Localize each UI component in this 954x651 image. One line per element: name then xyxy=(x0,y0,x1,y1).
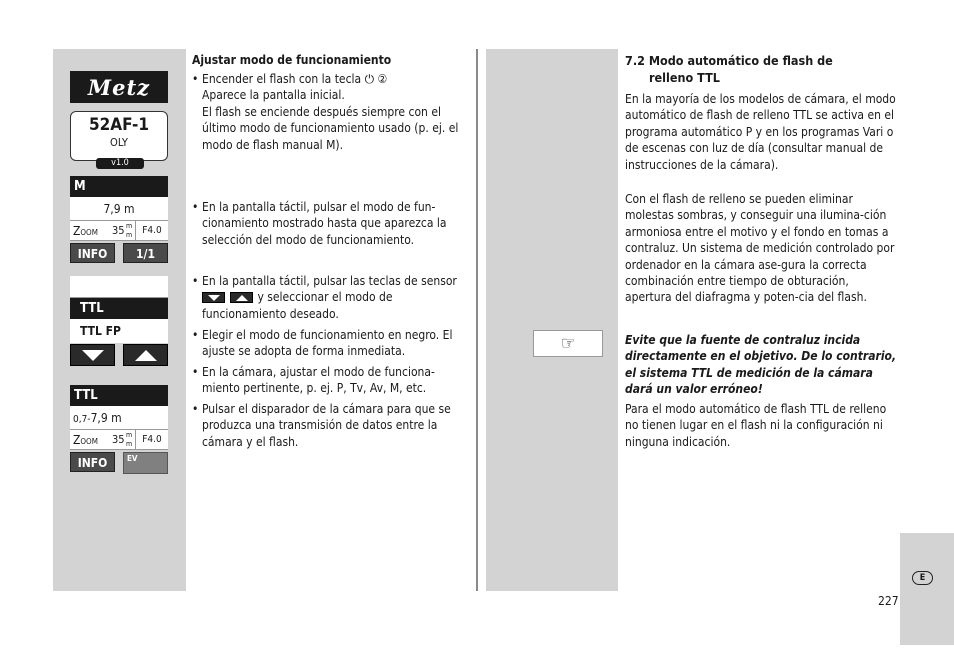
zoom-label: Zoom xyxy=(73,433,98,447)
zoom-row xyxy=(70,221,168,241)
step-2: • En la pantalla táctil, pulsar el modo de fun-cionamiento mostrado hasta que aparezca la selección del modo de funcionamiento. xyxy=(192,199,468,248)
down-arrow-button[interactable] xyxy=(70,344,115,366)
up-arrow-icon xyxy=(135,350,157,361)
language-badge: E xyxy=(912,571,933,585)
up-arrow-button[interactable] xyxy=(123,344,168,366)
paragraph-2: Con el flash de relleno se pueden eliminar molestas sombras, y conseguir una ilumina-ción armoniosa entre el motivo y el fondo en tomas a contraluz. Un sistema de medición controlado por ordenador en la cámara ase-gura la correcta combinación entre tiempo de obturación, apertura del diafragma y poten-cia del flash. xyxy=(625,192,895,305)
range-row xyxy=(70,406,168,430)
step-1-result: Aparece la pantalla inicial. xyxy=(202,88,345,103)
version-badge: v1.0 xyxy=(96,158,144,169)
f-value: F4.0 xyxy=(135,430,168,450)
selection-top-row xyxy=(70,276,168,298)
up-sensor-icon xyxy=(230,292,253,303)
middle-icon-column xyxy=(486,49,618,591)
mode-bar-ttl[interactable]: TTL xyxy=(70,385,168,406)
power-key-icon: ⏻ xyxy=(364,72,375,86)
pointing-hand-icon: ☞ xyxy=(533,330,603,357)
start-screen xyxy=(70,111,168,161)
zoom-label: Zoom xyxy=(73,224,98,238)
ratio-button[interactable]: 1/1 xyxy=(123,243,168,263)
step-1-note: El flash se enciende después siempre con el último modo de funcionamiento usado (p. ej. el modo de flash manual M). xyxy=(202,104,459,152)
zoom-value: 35 xyxy=(112,433,125,446)
step-4: • Elegir el modo de funcionamiento en negro. El ajuste se adopta de forma inmediata. xyxy=(192,327,468,360)
distance-row xyxy=(70,197,168,221)
zoom-value: 35 xyxy=(112,224,125,237)
section-heading: 7.2 Modo automático de flash de relleno TTL xyxy=(625,53,833,85)
zoom-unit-bottom: m xyxy=(126,231,133,239)
mode-option-ttl-fp[interactable]: TTL FP xyxy=(70,319,168,343)
instructions-heading: Ajustar modo de funcionamiento xyxy=(192,53,392,67)
key-number: ② xyxy=(377,72,388,86)
step-5: • En la cámara, ajustar el modo de funciona-miento pertinente, p. ej. P, Tv, Av, M, etc. xyxy=(192,364,468,397)
metz-logo: Metz xyxy=(70,71,168,103)
camera-system: OLY xyxy=(110,136,128,149)
page-number: 227 xyxy=(878,594,899,608)
step-1-bullet: • Encender el flash con la tecla ⏻ ② xyxy=(192,71,468,87)
model-name: 52AF-1 xyxy=(88,115,150,135)
distance-value: 7,9 m xyxy=(103,202,135,216)
down-sensor-icon xyxy=(202,292,225,303)
step-6: • Pulsar el disparador de la cámara para que se produzca una transmisión de datos entre la cámara y el flash. xyxy=(192,401,468,450)
range-min: 0,7- xyxy=(73,414,91,425)
paragraph-1: En la mayoría de los modelos de cámara, el modo automático de flash de relleno TTL se activa en el programa automático P y en los programas Vari o de escenas con luz de día (consultar manual de instrucciones de la cámara). xyxy=(625,92,896,172)
down-arrow-icon xyxy=(82,350,104,361)
zoom-row-ttl xyxy=(70,430,168,450)
ev-button[interactable]: EV xyxy=(123,452,168,474)
mode-bar-m[interactable]: M xyxy=(70,176,168,197)
step-1 xyxy=(192,71,468,153)
zoom-unit-bottom: m xyxy=(126,440,133,448)
paragraph-3: Para el modo automático de flash TTL de relleno no tienen lugar en el flash ni la configuración ni ninguna indicación. xyxy=(625,402,887,449)
info-button-ttl[interactable]: INFO xyxy=(70,452,115,472)
mode-option-ttl-selected[interactable]: TTL xyxy=(70,298,168,319)
column-divider xyxy=(476,49,478,591)
f-value: F4.0 xyxy=(135,221,168,241)
range-max: 7,9 m xyxy=(90,411,122,425)
language-tab xyxy=(900,533,954,645)
step-3: • En la pantalla táctil, pulsar las teclas de sensor y seleccionar el modo de funcionamiento deseado. xyxy=(192,273,468,322)
zoom-unit-top: m xyxy=(126,431,133,439)
warning-text: Evite que la fuente de contraluz incida directamente en el objetivo. De lo contrario, el sistema TTL de medición de la cámara dará un valor erróneo! xyxy=(625,333,897,397)
zoom-unit-top: m xyxy=(126,222,133,230)
info-button[interactable]: INFO xyxy=(70,243,115,263)
